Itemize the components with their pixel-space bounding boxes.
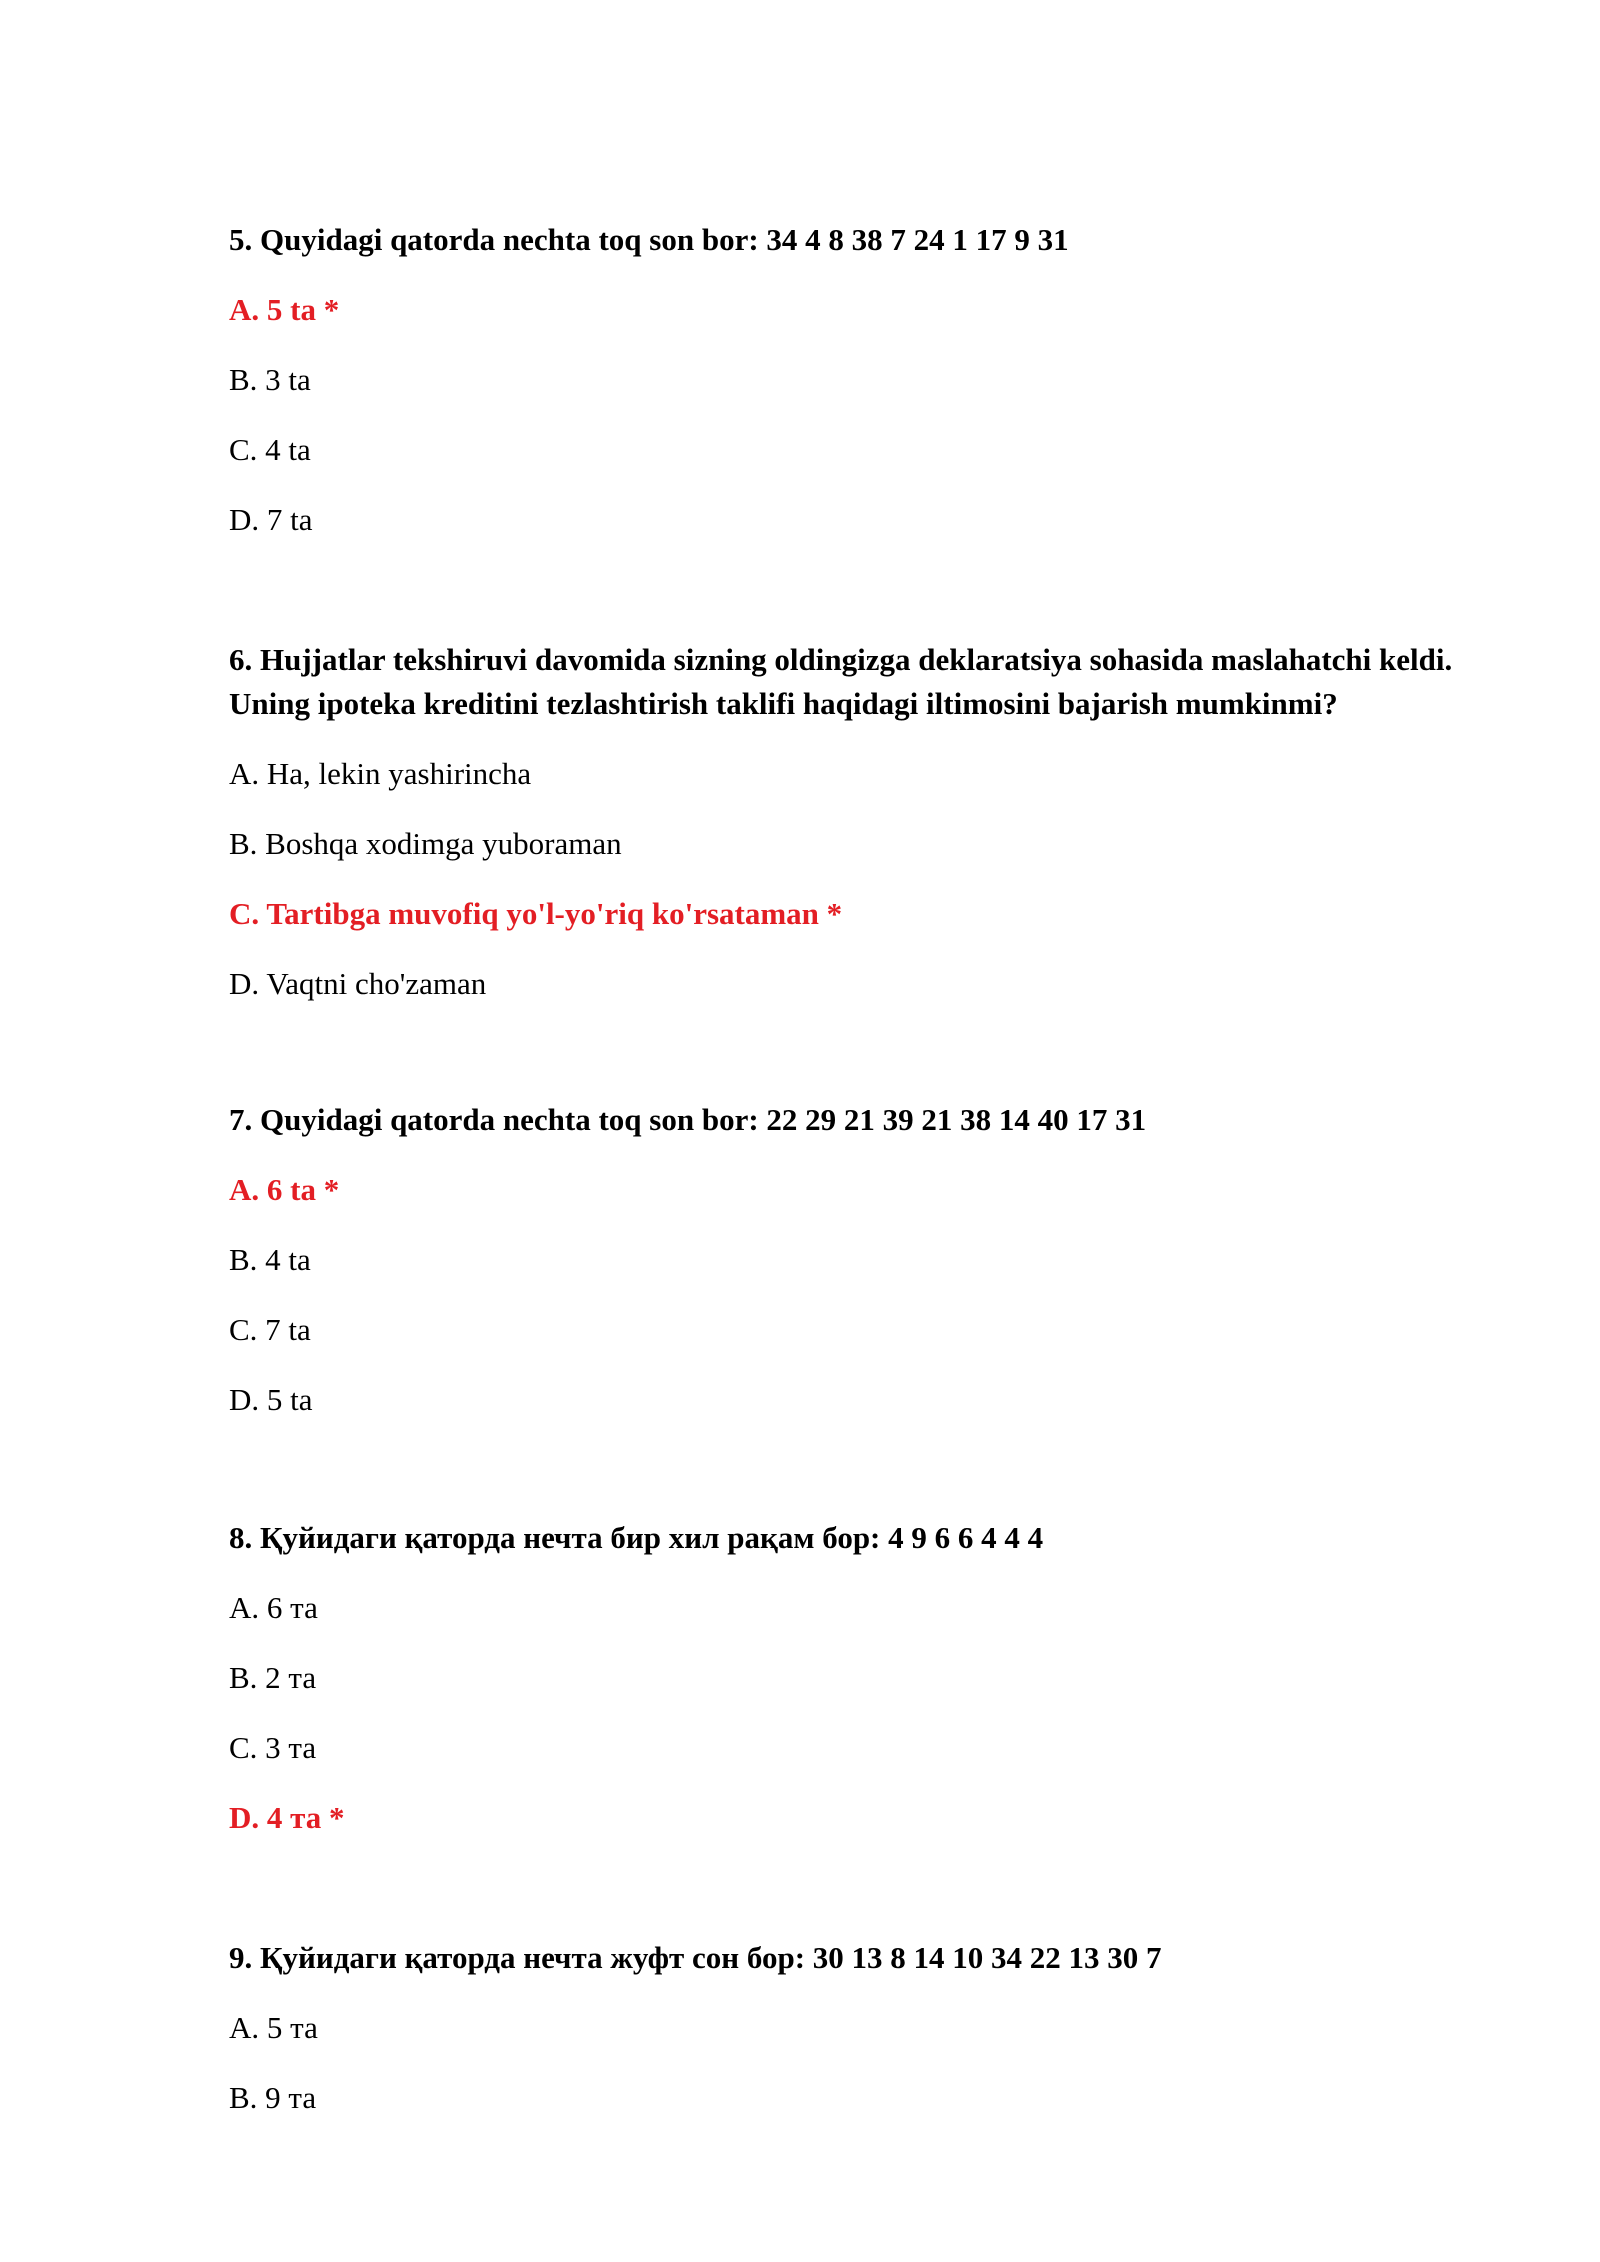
- option-c: C. Tartibga muvofiq yo'l-yo'riq ko'rsataman *: [229, 896, 843, 931]
- option-b: B. Boshqa xodimga yuboraman: [229, 826, 622, 861]
- option-b: B. 2 та: [229, 1660, 317, 1695]
- option-c: C. 7 ta: [229, 1312, 311, 1347]
- option-d: D. 7 ta: [229, 502, 313, 537]
- option-a: A. 5 ta *: [229, 292, 340, 327]
- question-7: [229, 1098, 1529, 1448]
- option-a: A. 6 та: [229, 1590, 318, 1625]
- option-b: B. 9 та: [229, 2080, 317, 2115]
- option-d: D. 4 та *: [229, 1800, 345, 1835]
- option-d: D. Vaqtni cho'zaman: [229, 966, 487, 1001]
- question-text: 5. Quyidagi qatorda nechta toq son bor: 34 4 8 38 7 24 1 17 9 31: [229, 222, 1069, 257]
- question-5: [229, 218, 1529, 568]
- option-a: A. 5 та: [229, 2010, 318, 2045]
- option-a: A. Ha, lekin yashirincha: [229, 756, 532, 791]
- option-c: C. 4 ta: [229, 432, 311, 467]
- question-text: 7. Quyidagi qatorda nechta toq son bor: 22 29 21 39 21 38 14 40 17 31: [229, 1102, 1147, 1137]
- option-b: B. 3 ta: [229, 362, 311, 397]
- question-text: 6. Hujjatlar tekshiruvi davomida sizning oldingizga deklaratsiya sohasida maslahatchi keldi. Uning ipoteka kreditini tezlashtirish taklifi haqidagi iltimosini bajarish mumkinmi?: [229, 642, 1460, 721]
- option-c: C. 3 та: [229, 1730, 317, 1765]
- option-a: A. 6 ta *: [229, 1172, 340, 1207]
- question-text: 9. Қуйидаги қаторда нечта жуфт сон бор: 30 13 8 14 10 34 22 13 30 7: [229, 1940, 1162, 1975]
- question-text: 8. Қуйидаги қаторда нечта бир хил рақам бор: 4 9 6 6 4 4 4: [229, 1520, 1044, 1555]
- question-8: [229, 1516, 1529, 1866]
- option-b: B. 4 ta: [229, 1242, 311, 1277]
- option-d: D. 5 ta: [229, 1382, 313, 1417]
- question-9: [229, 1936, 1529, 2146]
- question-6: [229, 638, 1529, 1032]
